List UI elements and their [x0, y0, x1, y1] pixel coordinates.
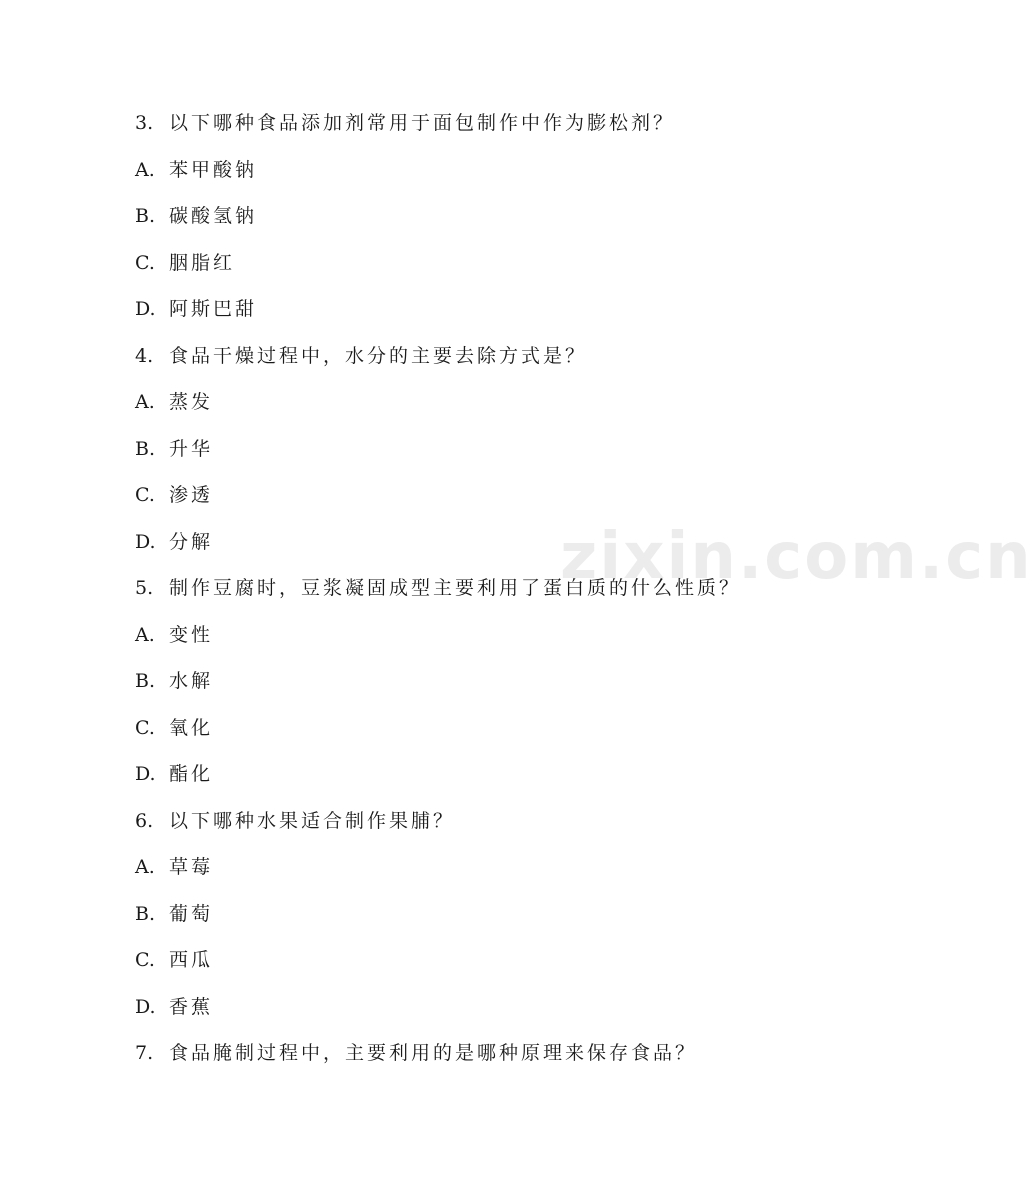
option-label: A.	[135, 391, 155, 413]
option-text: 胭脂红	[169, 252, 236, 274]
option-line	[135, 483, 213, 507]
question-number: 7.	[135, 1042, 154, 1064]
question-line	[135, 576, 741, 600]
watermark: zixin.com.cn	[560, 520, 1033, 594]
question-number: 4.	[135, 345, 154, 367]
option-label: C.	[135, 717, 155, 739]
option-line	[135, 902, 213, 926]
option-text: 苯甲酸钠	[169, 159, 258, 181]
option-label: B.	[135, 205, 156, 227]
option-line	[135, 251, 235, 275]
option-label: B.	[135, 903, 156, 925]
question-line	[135, 809, 455, 833]
question-text: 制作豆腐时，豆浆凝固成型主要利用了蛋白质的什么性质？	[169, 577, 742, 599]
option-text: 水解	[169, 670, 214, 692]
option-line	[135, 623, 213, 647]
option-text: 阿斯巴甜	[169, 298, 258, 320]
option-text: 氧化	[169, 717, 214, 739]
option-line	[135, 437, 213, 461]
option-label: A.	[135, 159, 155, 181]
question-text: 食品干燥过程中，水分的主要去除方式是？	[169, 345, 588, 367]
option-line	[135, 855, 213, 879]
option-label: D.	[135, 531, 156, 553]
option-text: 酯化	[169, 763, 214, 785]
option-text: 分解	[169, 531, 214, 553]
option-line	[135, 995, 213, 1019]
option-line	[135, 669, 213, 693]
question-line	[135, 111, 675, 135]
option-label: D.	[135, 996, 156, 1018]
question-number: 5.	[135, 577, 154, 599]
question-line	[135, 344, 587, 368]
option-label: A.	[135, 856, 155, 878]
option-text: 变性	[169, 624, 214, 646]
question-text: 以下哪种水果适合制作果脯？	[169, 810, 456, 832]
option-label: C.	[135, 252, 155, 274]
option-text: 渗透	[169, 484, 214, 506]
question-line	[135, 1041, 697, 1065]
option-text: 葡萄	[169, 903, 214, 925]
option-label: B.	[135, 670, 156, 692]
option-line	[135, 204, 257, 228]
option-line	[135, 297, 257, 321]
option-label: A.	[135, 624, 155, 646]
option-line	[135, 762, 213, 786]
option-text: 碳酸氢钠	[169, 205, 258, 227]
question-text: 食品腌制过程中，主要利用的是哪种原理来保存食品？	[169, 1042, 698, 1064]
option-line	[135, 390, 213, 414]
option-text: 升华	[169, 438, 214, 460]
option-text: 香蕉	[169, 996, 214, 1018]
option-line	[135, 716, 213, 740]
option-text: 蒸发	[169, 391, 214, 413]
option-label: C.	[135, 484, 155, 506]
question-number: 3.	[135, 112, 154, 134]
option-line	[135, 530, 213, 554]
option-label: D.	[135, 763, 156, 785]
question-text: 以下哪种食品添加剂常用于面包制作中作为膨松剂？	[169, 112, 676, 134]
option-label: D.	[135, 298, 156, 320]
question-number: 6.	[135, 810, 154, 832]
option-label: B.	[135, 438, 156, 460]
option-line	[135, 158, 257, 182]
option-label: C.	[135, 949, 155, 971]
option-line	[135, 948, 213, 972]
option-text: 草莓	[169, 856, 214, 878]
option-text: 西瓜	[169, 949, 214, 971]
